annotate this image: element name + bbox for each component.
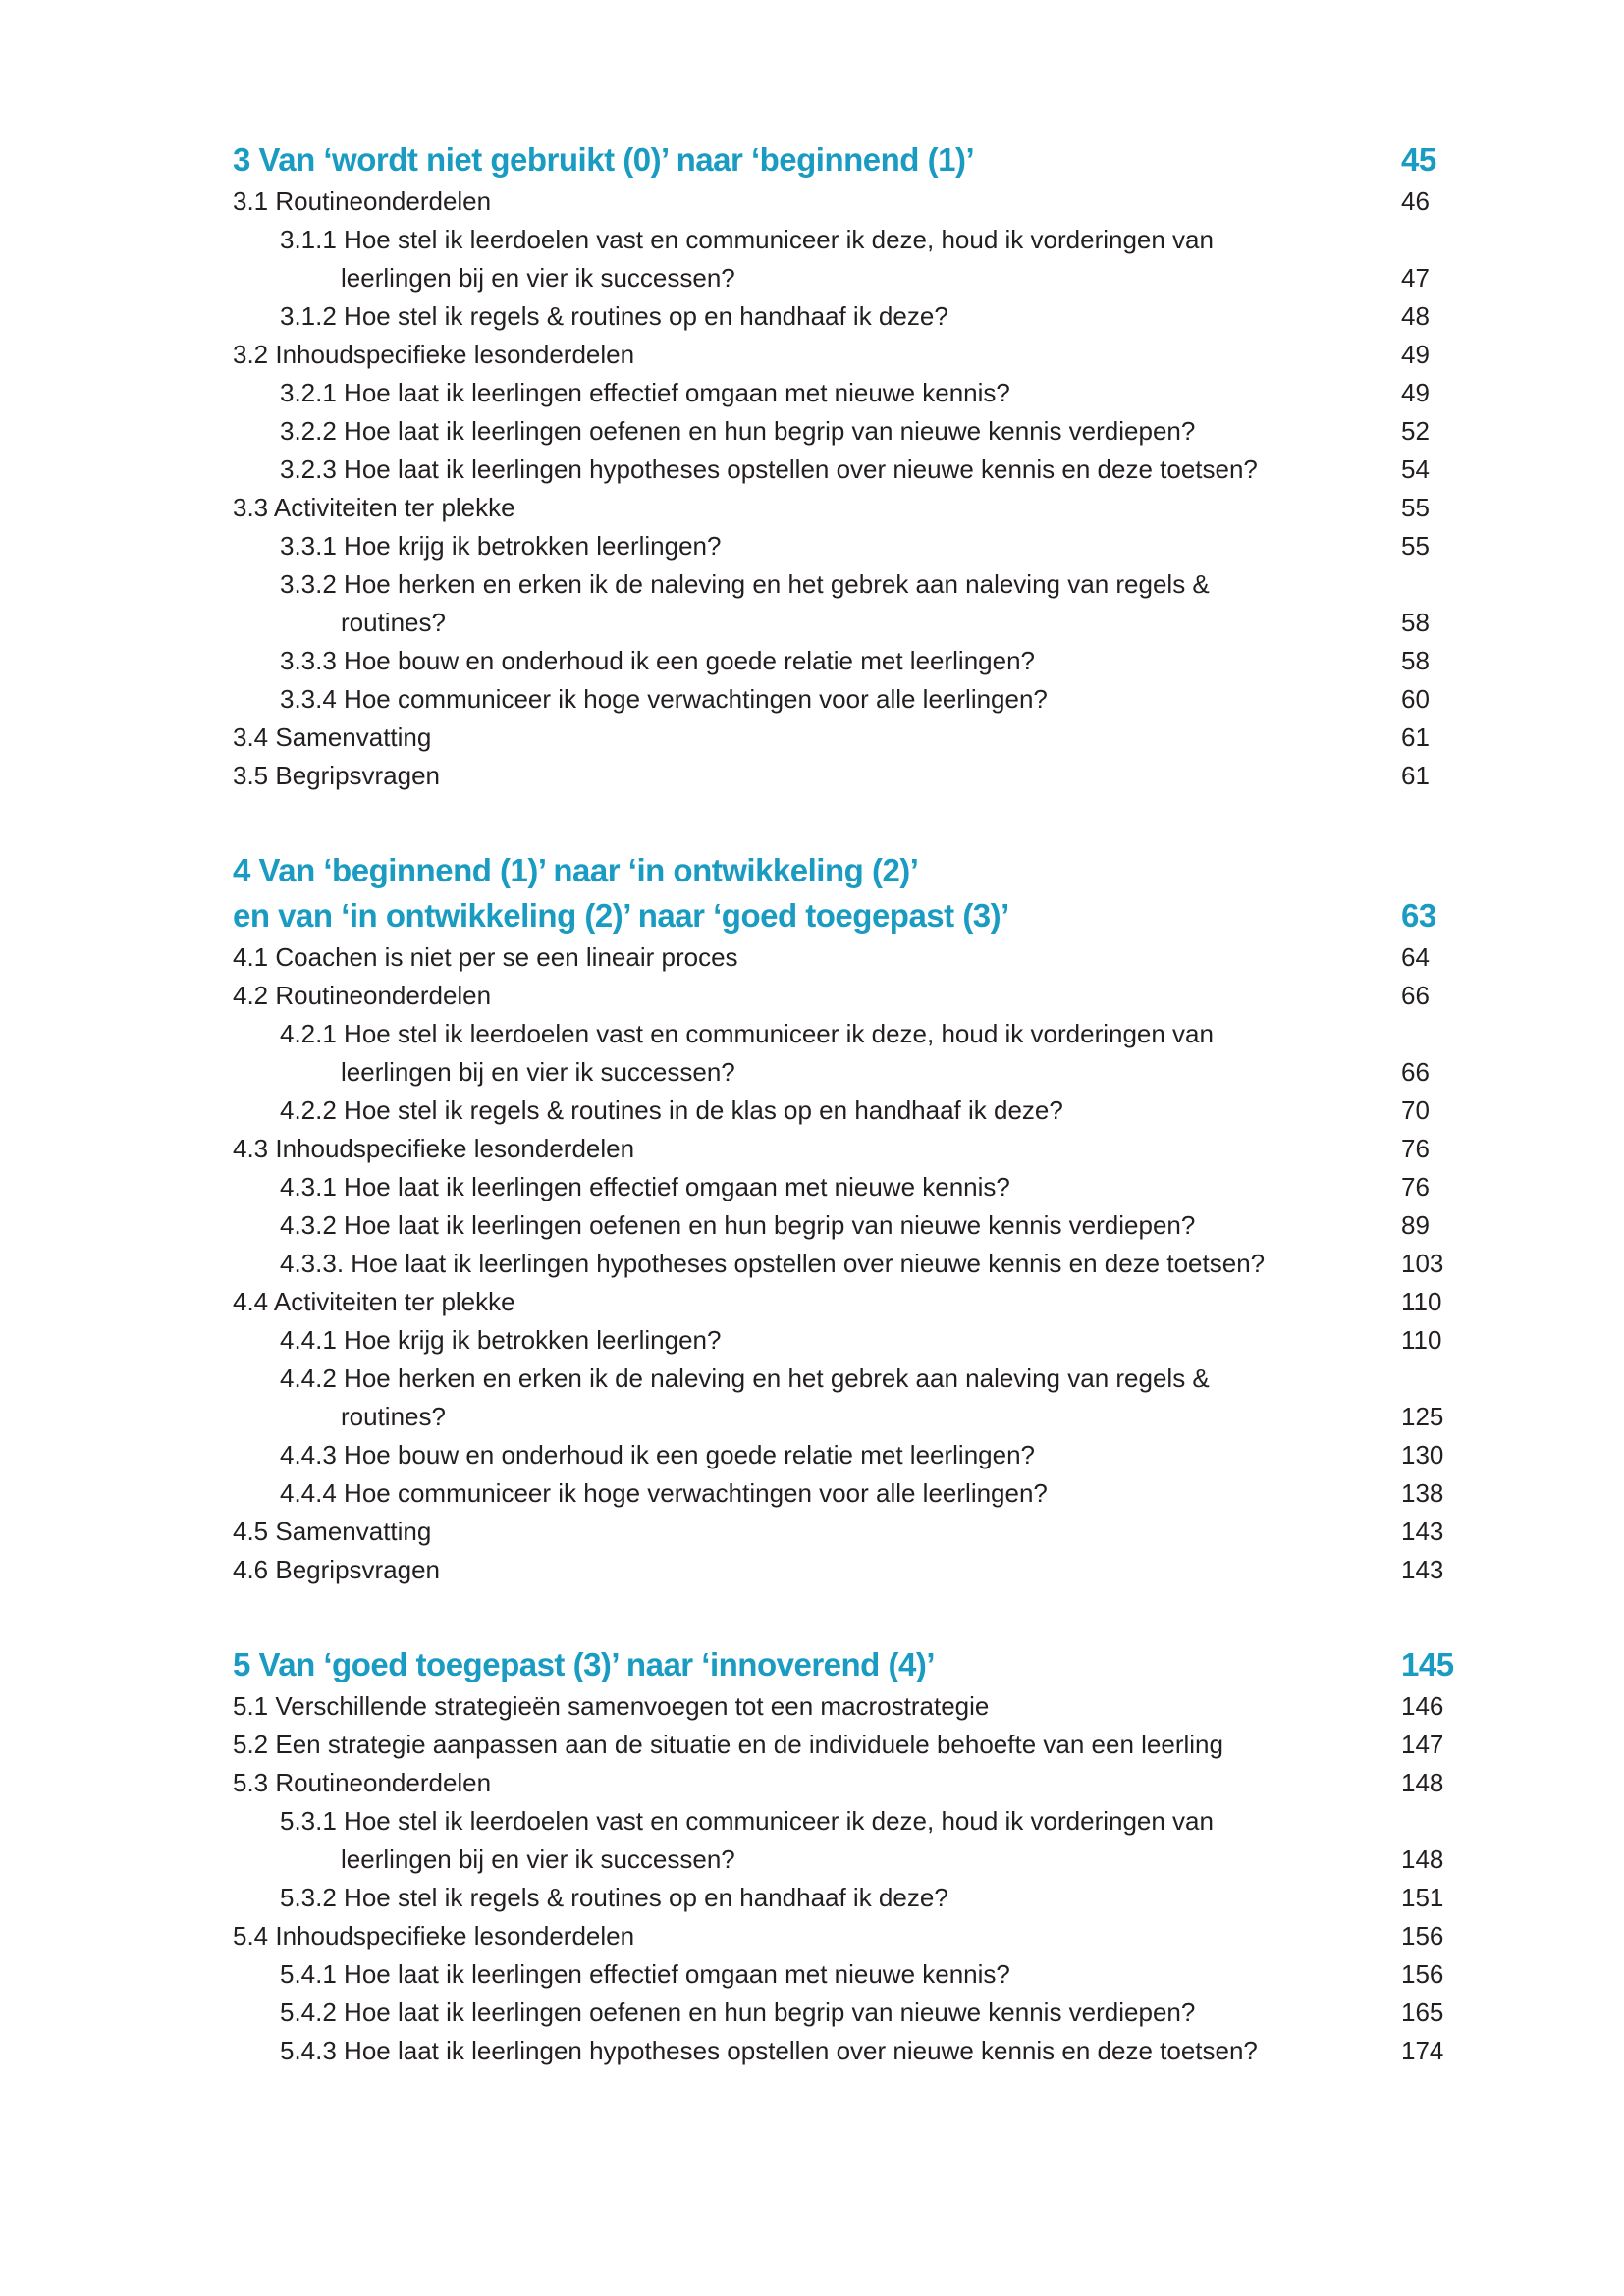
entry-title: [233, 1551, 440, 1589]
entry-title: [233, 977, 491, 1015]
chapter-heading[interactable]: [233, 137, 1470, 183]
entry-title-line: 3.3.2 Hoe herken en erken ik de naleving en het gebrek aan naleving van regels &: [280, 569, 1210, 599]
entry-title-line: 5.4.3 Hoe laat ik leerlingen hypotheses opstellen over nieuwe kennis en deze toetsen?: [280, 2036, 1258, 2065]
entry-title: [233, 1015, 1214, 1092]
toc-section-entry[interactable]: [233, 1283, 1470, 1321]
entry-title-line: 4.2.1 Hoe stel ik leerdoelen vast en communiceer ik deze, houd ik vorderingen van: [280, 1019, 1214, 1048]
chapter-title-line: 3 Van ‘wordt niet gebruikt (0)’ naar ‘beginnend (1)’: [233, 141, 975, 178]
entry-page-number: 130: [1401, 1440, 1444, 1469]
entry-title: [233, 1687, 989, 1726]
toc-subsection-entry[interactable]: [233, 527, 1470, 565]
entry-page-number: 147: [1401, 1730, 1444, 1759]
toc-section-entry[interactable]: [233, 1687, 1470, 1726]
toc-subsection-entry[interactable]: [233, 1092, 1470, 1130]
toc-subsection-entry[interactable]: [233, 1474, 1470, 1513]
entry-page-number: 66: [1401, 1057, 1430, 1087]
entry-title-line: 3.3.1 Hoe krijg ik betrokken leerlingen?: [280, 531, 722, 561]
toc-subsection-entry[interactable]: [233, 412, 1470, 451]
entry-page-number: 48: [1401, 301, 1430, 331]
entry-title: [233, 1321, 721, 1360]
toc-subsection-entry[interactable]: [233, 642, 1470, 680]
entry-title: [233, 938, 738, 977]
entry-title-line: 4.3.1 Hoe laat ik leerlingen effectief omgaan met nieuwe kennis?: [280, 1172, 1010, 1201]
entry-title: [233, 1130, 634, 1168]
entry-page-number: 55: [1401, 531, 1430, 561]
entry-title: [233, 489, 515, 527]
toc-subsection-entry[interactable]: [233, 1245, 1470, 1283]
entry-page-number: 60: [1401, 684, 1430, 714]
entry-title-line: 4.6 Begripsvragen: [233, 1555, 441, 1584]
entry-title-line: 3.1.1 Hoe stel ik leerdoelen vast en communiceer ik deze, houd ik vorderingen van: [280, 225, 1214, 254]
chapter-title: [233, 848, 1009, 938]
entry-title: [233, 1168, 1010, 1206]
entry-page-number: 76: [1401, 1172, 1430, 1201]
chapter-heading[interactable]: [233, 1642, 1470, 1687]
entry-page-number: 174: [1401, 2036, 1444, 2065]
entry-title: [233, 2032, 1258, 2070]
toc-section-entry[interactable]: [233, 1764, 1470, 1802]
entry-title-line: 4.1 Coachen is niet per se een lineair proces: [233, 942, 738, 972]
entry-title-line: 3.3.3 Hoe bouw en onderhoud ik een goede relatie met leerlingen?: [280, 646, 1035, 675]
entry-title-line: 3.2.3 Hoe laat ik leerlingen hypotheses opstellen over nieuwe kennis en deze toetsen?: [280, 454, 1258, 484]
entry-page-number: 151: [1401, 1883, 1444, 1912]
entry-title-line: 3.2.1 Hoe laat ik leerlingen effectief omgaan met nieuwe kennis?: [280, 378, 1010, 407]
toc-section-entry[interactable]: [233, 336, 1470, 374]
entry-title: [233, 1436, 1035, 1474]
entry-title: [233, 297, 948, 336]
entry-page-number: 58: [1401, 608, 1430, 637]
entry-title-continuation: routines?: [341, 1402, 446, 1431]
entry-title-line: 4.3 Inhoudspecifieke lesonderdelen: [233, 1134, 635, 1163]
entry-title-continuation: leerlingen bij en vier ik successen?: [341, 1844, 735, 1874]
entry-page-number: 49: [1401, 378, 1430, 407]
entry-title: [233, 1764, 491, 1802]
chapter-title: [233, 1642, 935, 1687]
entry-title-continuation: leerlingen bij en vier ik successen?: [341, 1057, 735, 1087]
entry-page-number: 110: [1401, 1287, 1442, 1316]
table-of-contents: [233, 137, 1470, 2123]
entry-title: [233, 1283, 515, 1321]
entry-title-line: 5.3.2 Hoe stel ik regels & routines op en handhaaf ik deze?: [280, 1883, 948, 1912]
entry-title-line: 5.1 Verschillende strategieën samenvoegen tot een macrostrategie: [233, 1691, 990, 1721]
entry-page-number: 110: [1401, 1325, 1442, 1355]
entry-page-number: 146: [1401, 1691, 1444, 1721]
toc-subsection-entry[interactable]: [233, 1994, 1470, 2032]
toc-section-entry[interactable]: [233, 938, 1470, 977]
toc-section-entry[interactable]: [233, 1513, 1470, 1551]
entry-title: [233, 1955, 1010, 1994]
entry-page-number: 61: [1401, 722, 1430, 752]
entry-title: [233, 1917, 634, 1955]
entry-title: [233, 1474, 1048, 1513]
entry-title: [233, 1206, 1195, 1245]
entry-title-line: 4.2 Routineonderdelen: [233, 981, 492, 1010]
entry-title-line: 4.4.2 Hoe herken en erken ik de naleving en het gebrek aan naleving van regels &: [280, 1363, 1210, 1393]
entry-page-number: 49: [1401, 340, 1430, 369]
entry-title-line: 3.2 Inhoudspecifieke lesonderdelen: [233, 340, 635, 369]
toc-subsection-entry[interactable]: [233, 1879, 1470, 1917]
toc-subsection-entry[interactable]: [233, 1206, 1470, 1245]
entry-title-line: 4.4.3 Hoe bouw en onderhoud ik een goede relatie met leerlingen?: [280, 1440, 1035, 1469]
toc-section-entry[interactable]: [233, 1726, 1470, 1764]
toc-subsection-entry[interactable]: [233, 221, 1470, 297]
toc-subsection-entry[interactable]: [233, 1955, 1470, 1994]
entry-page-number: 46: [1401, 187, 1430, 216]
toc-subsection-entry[interactable]: [233, 1436, 1470, 1474]
entry-title: [233, 1513, 431, 1551]
entry-title-line: 5.3.1 Hoe stel ik leerdoelen vast en communiceer ik deze, houd ik vorderingen van: [280, 1806, 1214, 1836]
toc-section-entry[interactable]: [233, 719, 1470, 757]
entry-page-number: 143: [1401, 1555, 1444, 1584]
toc-subsection-entry[interactable]: [233, 451, 1470, 489]
entry-page-number: 148: [1401, 1768, 1444, 1797]
entry-title-line: 4.5 Samenvatting: [233, 1517, 432, 1546]
entry-title-line: 5.4 Inhoudspecifieke lesonderdelen: [233, 1921, 635, 1950]
toc-subsection-entry[interactable]: [233, 297, 1470, 336]
chapter-page-number: 45: [1401, 141, 1436, 178]
entry-title: [233, 1802, 1214, 1879]
entry-title: [233, 374, 1010, 412]
entry-title-line: 5.4.2 Hoe laat ik leerlingen oefenen en hun begrip van nieuwe kennis verdiepen?: [280, 1998, 1196, 2027]
toc-section-entry[interactable]: [233, 1917, 1470, 1955]
entry-title: [233, 451, 1258, 489]
toc-section-entry[interactable]: [233, 489, 1470, 527]
entry-title-line: 3.1 Routineonderdelen: [233, 187, 492, 216]
entry-title-line: 3.1.2 Hoe stel ik regels & routines op en handhaaf ik deze?: [280, 301, 948, 331]
entry-title: [233, 719, 431, 757]
toc-subsection-entry[interactable]: [233, 1168, 1470, 1206]
entry-title-line: 4.4.1 Hoe krijg ik betrokken leerlingen?: [280, 1325, 722, 1355]
toc-subsection-entry[interactable]: [233, 1015, 1470, 1092]
entry-title-line: 5.4.1 Hoe laat ik leerlingen effectief omgaan met nieuwe kennis?: [280, 1959, 1010, 1989]
entry-title-line: 3.3.4 Hoe communiceer ik hoge verwachtingen voor alle leerlingen?: [280, 684, 1048, 714]
toc-subsection-entry[interactable]: [233, 565, 1470, 642]
entry-title-line: 4.4.4 Hoe communiceer ik hoge verwachtingen voor alle leerlingen?: [280, 1478, 1048, 1508]
entry-page-number: 47: [1401, 263, 1430, 293]
toc-section-entry[interactable]: [233, 183, 1470, 221]
entry-title: [233, 1092, 1063, 1130]
entry-page-number: 165: [1401, 1998, 1444, 2027]
entry-title: [233, 642, 1035, 680]
entry-page-number: 52: [1401, 416, 1430, 446]
toc-section-entry[interactable]: [233, 1130, 1470, 1168]
entry-page-number: 143: [1401, 1517, 1444, 1546]
toc-section-entry[interactable]: [233, 977, 1470, 1015]
chapter-heading[interactable]: [233, 848, 1470, 938]
entry-title-line: 5.2 Een strategie aanpassen aan de situatie en de individuele behoefte van een leerling: [233, 1730, 1223, 1759]
entry-title: [233, 183, 491, 221]
toc-subsection-entry[interactable]: [233, 1321, 1470, 1360]
entry-page-number: 156: [1401, 1959, 1444, 1989]
entry-page-number: 64: [1401, 942, 1430, 972]
entry-title: [233, 680, 1048, 719]
entry-title-line: 4.3.2 Hoe laat ik leerlingen oefenen en hun begrip van nieuwe kennis verdiepen?: [280, 1210, 1196, 1240]
entry-title-continuation: leerlingen bij en vier ik successen?: [341, 263, 735, 293]
toc-section-entry[interactable]: [233, 1551, 1470, 1589]
chapter-title-line: 4 Van ‘beginnend (1)’ naar ‘in ontwikkeling (2)’: [233, 852, 919, 888]
chapter-title: [233, 137, 974, 183]
entry-title: [233, 1360, 1210, 1436]
toc-subsection-entry[interactable]: [233, 680, 1470, 719]
entry-page-number: 54: [1401, 454, 1430, 484]
entry-title: [233, 1879, 948, 1917]
chapter-section: [233, 1642, 1470, 2070]
entry-page-number: 66: [1401, 981, 1430, 1010]
chapter-page-number: 63: [1401, 897, 1436, 934]
entry-page-number: 58: [1401, 646, 1430, 675]
entry-title-line: 3.3 Activiteiten ter plekke: [233, 493, 515, 522]
toc-subsection-entry[interactable]: [233, 1802, 1470, 1879]
toc-subsection-entry[interactable]: [233, 374, 1470, 412]
entry-page-number: 89: [1401, 1210, 1430, 1240]
toc-subsection-entry[interactable]: [233, 2032, 1470, 2070]
entry-page-number: 70: [1401, 1095, 1430, 1125]
entry-title: [233, 1994, 1195, 2032]
entry-title-line: 3.2.2 Hoe laat ik leerlingen oefenen en hun begrip van nieuwe kennis verdiepen?: [280, 416, 1196, 446]
entry-title: [233, 221, 1214, 297]
entry-title-line: 4.2.2 Hoe stel ik regels & routines in de klas op en handhaaf ik deze?: [280, 1095, 1063, 1125]
toc-section-entry[interactable]: [233, 757, 1470, 795]
entry-title: [233, 757, 440, 795]
entry-title: [233, 527, 721, 565]
chapter-title-line: 5 Van ‘goed toegepast (3)’ naar ‘innoverend (4)’: [233, 1646, 936, 1682]
entry-title: [233, 565, 1210, 642]
entry-page-number: 156: [1401, 1921, 1444, 1950]
entry-title-line: 4.3.3. Hoe laat ik leerlingen hypotheses opstellen over nieuwe kennis en deze toetsen?: [280, 1249, 1266, 1278]
entry-page-number: 138: [1401, 1478, 1444, 1508]
entry-page-number: 148: [1401, 1844, 1444, 1874]
entry-title-line: 4.4 Activiteiten ter plekke: [233, 1287, 515, 1316]
entry-page-number: 76: [1401, 1134, 1430, 1163]
chapter-page-number: 145: [1401, 1646, 1454, 1682]
chapter-section: [233, 137, 1470, 795]
entry-page-number: 125: [1401, 1402, 1444, 1431]
entry-page-number: 55: [1401, 493, 1430, 522]
entry-title-continuation: routines?: [341, 608, 446, 637]
entry-title: [233, 412, 1195, 451]
entry-title: [233, 1245, 1265, 1283]
entry-title-line: 5.3 Routineonderdelen: [233, 1768, 492, 1797]
entry-page-number: 61: [1401, 761, 1430, 790]
chapter-title-line: en van ‘in ontwikkeling (2)’ naar ‘goed toegepast (3)’: [233, 897, 1009, 934]
chapter-section: [233, 848, 1470, 1589]
entry-title: [233, 1726, 1223, 1764]
entry-title: [233, 336, 634, 374]
entry-title-line: 3.4 Samenvatting: [233, 722, 432, 752]
entry-title-line: 3.5 Begripsvragen: [233, 761, 441, 790]
toc-subsection-entry[interactable]: [233, 1360, 1470, 1436]
entry-page-number: 103: [1401, 1249, 1444, 1278]
